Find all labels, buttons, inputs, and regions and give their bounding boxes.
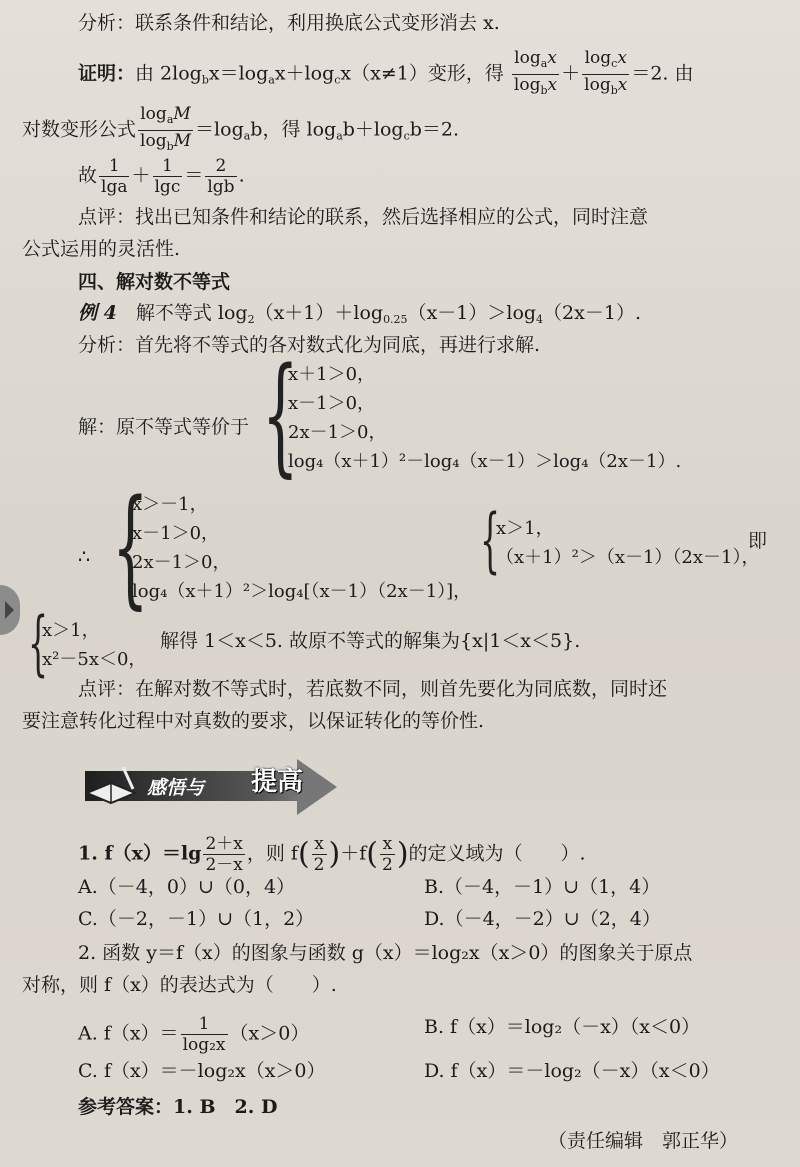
q1-option-d: D.（－4，－2）∪（2，4）: [424, 908, 661, 930]
frac-sub: c: [611, 57, 618, 70]
fraction: [582, 48, 629, 101]
fraction: [203, 834, 244, 875]
q2-option-a: [78, 1014, 309, 1055]
frac-num: 1: [99, 156, 129, 177]
frac-den: lgb: [207, 177, 235, 197]
analysis-2: 分析：首先将不等式的各对数式化为同底，再进行求解.: [78, 334, 541, 356]
section-banner: [75, 757, 345, 815]
frac-var: M: [173, 131, 192, 151]
system-2: [132, 490, 471, 606]
proof2-sub-a2: a: [336, 129, 343, 143]
proof2-text-a: 对数变形公式: [22, 118, 137, 141]
comment-2b: 要注意转化过程中对真数的要求，以保证转化的等价性.: [22, 710, 485, 732]
fraction: [312, 834, 327, 875]
sys1-line: 2x－1＞0，: [288, 422, 387, 443]
proof2-text-d: b＋log: [342, 118, 404, 141]
sys2-line: x＞－1，: [132, 494, 208, 515]
sys2-line: x－1＞0，: [132, 523, 220, 544]
book-pen-icon: [83, 763, 143, 809]
frac-den: 2: [313, 855, 325, 875]
frac-text: log: [140, 131, 167, 151]
optA-text: （x＞0）: [229, 1022, 310, 1045]
frac-var: M: [173, 104, 191, 124]
q2-option-c: C. f（x）＝－log₂x（x＞0）: [78, 1060, 326, 1082]
frac-var: x: [547, 75, 558, 95]
q1-text-d: 的定义域为（ ）.: [408, 842, 586, 865]
paren: ): [396, 836, 409, 872]
frac-text: log: [584, 48, 612, 68]
proof-line-3: [78, 156, 245, 197]
sys3-line: （x＋1）²＞（x－1）（2x－1），: [496, 547, 760, 568]
paren: (: [366, 836, 378, 872]
system-4: [42, 616, 146, 674]
frac-den: lgc: [154, 177, 181, 197]
sys3-line: x＞1，: [496, 518, 554, 539]
therefore: ∴: [78, 546, 91, 568]
comment-1a: 点评：找出已知条件和结论的联系，然后选择相应的公式，同时注意: [78, 206, 649, 228]
example-4: [78, 300, 641, 333]
brace-1: {: [262, 341, 299, 490]
proof-line-1: [78, 48, 694, 101]
sys1-line: x＋1＞0，: [288, 364, 376, 385]
proof-label: 证明：: [78, 62, 136, 85]
ex-sub: 0.25: [383, 313, 408, 326]
proof-line-2: [22, 104, 459, 157]
sys1-line: log₄（x＋1）²－log₄（x－1）＞log₄（2x－1）.: [288, 451, 682, 472]
q1-text-b: ，则 f: [246, 842, 298, 865]
sys2-line: log₄（x＋1）²＞log₄[（x－1）（2x－1）]，: [132, 581, 472, 602]
frac-num: x: [312, 834, 327, 855]
proof-text-b: x＝log: [208, 62, 269, 85]
frac-sub: b: [610, 84, 618, 97]
proof2-text-c: b，得 log: [250, 118, 337, 141]
solution-label: 解：原不等式等价于: [78, 416, 250, 438]
brace-2: {: [112, 473, 149, 622]
frac-text: log: [140, 104, 167, 124]
q1-option-b: B.（－4，－1）∪（1，4）: [424, 876, 661, 898]
sys4-line: x＞1，: [42, 620, 100, 641]
proof-sub-a: a: [268, 73, 275, 87]
frac-num: 2＋x: [205, 834, 243, 854]
frac-den: log₂x: [182, 1035, 226, 1055]
answers: 参考答案：1. B 2. D: [78, 1096, 278, 1118]
proof2-text-e: b＝2.: [409, 118, 460, 141]
optA-text: A. f（x）＝: [78, 1022, 179, 1045]
proof-text-a: 由 2log: [135, 62, 202, 85]
q2-option-d: D. f（x）＝－log₂（－x）（x＜0）: [424, 1060, 720, 1082]
brace-4: {: [28, 602, 49, 684]
ex-text: （x－1）＞log: [407, 302, 537, 324]
frac-var: x: [617, 75, 628, 95]
side-tab-arrow-icon: [0, 585, 20, 635]
brace-3: {: [480, 499, 501, 581]
frac-text: log: [584, 75, 611, 95]
q1-text-c: ＋f: [340, 842, 367, 865]
frac-text: log: [514, 48, 541, 68]
example-label: 例 4: [78, 302, 117, 324]
fraction: [138, 104, 193, 157]
sys2-line: 2x－1＞0，: [132, 552, 231, 573]
comment-1b: 公式运用的灵活性.: [22, 238, 181, 260]
q1-option-a: A.（－4，0）∪（0，4）: [78, 876, 296, 898]
ji-text: 即: [748, 530, 768, 552]
fraction: [205, 156, 236, 197]
frac-sub: a: [166, 113, 174, 126]
proof-text-c: x＋log: [274, 62, 335, 85]
comment-2a: 点评：在解对数不等式时，若底数不同，则首先要化为同底数，同时还: [78, 678, 668, 700]
sys1-line: x－1＞0，: [288, 393, 376, 414]
question-2b: 对称，则 f（x）的表达式为（ ）.: [22, 974, 337, 996]
period: .: [238, 164, 245, 187]
frac-sub: a: [540, 57, 548, 70]
frac-sub: b: [540, 84, 548, 97]
frac-text: log: [513, 75, 541, 95]
ex-sub: 4: [536, 313, 544, 326]
system-3: [496, 514, 759, 572]
frac-num: 1: [153, 156, 183, 177]
fraction: [153, 156, 183, 197]
fraction: [380, 834, 395, 875]
ex-text: （x＋1）＋log: [254, 302, 384, 324]
proof-sub-c: c: [334, 73, 341, 87]
proof-eq: ＝2. 由: [631, 62, 694, 85]
question-2a: 2. 函数 y＝f（x）的图象与函数 g（x）＝log₂x（x＞0）的图象关于原点: [78, 942, 693, 964]
sys4-line: x²－5x＜0，: [42, 649, 147, 670]
frac-num: 1: [181, 1014, 228, 1035]
frac-den: lga: [101, 177, 128, 197]
frac-sub: b: [166, 140, 174, 153]
proof2-sub-a: a: [243, 129, 251, 143]
plus-sign: ＋: [561, 62, 581, 85]
banner-title-1: 感悟与: [147, 777, 205, 799]
q1-option-c: C.（－2，－1）∪（1，2）: [78, 908, 315, 930]
frac-den: 2: [381, 855, 393, 875]
q1-text-a: 1. f（x）＝lg: [78, 842, 202, 865]
ex-sub: 2: [247, 313, 255, 326]
editor-credit: （责任编辑 郭正华）: [548, 1130, 739, 1152]
analysis-1: 分析：联系条件和结论，利用换底公式变形消去 x.: [78, 12, 500, 34]
proof2-sub-c: c: [403, 129, 410, 143]
frac-num: x: [380, 834, 395, 855]
frac-den: 2－x: [205, 855, 243, 875]
proof2-text-b: ＝log: [195, 118, 244, 141]
proof-sub-b: b: [201, 73, 209, 87]
ex-text: 解不等式 log: [135, 302, 248, 324]
fraction: [181, 1014, 228, 1055]
paren: ): [328, 836, 341, 872]
frac-num: 2: [205, 156, 236, 177]
q2-option-b: B. f（x）＝log₂（－x）（x＜0）: [424, 1016, 701, 1038]
frac-var: x: [547, 48, 557, 68]
eq-sign: ＝: [184, 164, 204, 187]
proof-text-d: x（x≠1）变形，得: [340, 62, 504, 85]
fraction: [99, 156, 129, 197]
question-1: [78, 834, 586, 875]
gu-text: 故: [78, 164, 98, 187]
ex-text: （2x－1）.: [543, 302, 641, 324]
section-heading: 四、解对数不等式: [78, 271, 231, 293]
system-1: [288, 360, 681, 476]
plus-sign: ＋: [131, 164, 151, 187]
paren: (: [297, 836, 310, 872]
banner-title-2: 提高: [251, 767, 304, 797]
fraction: [512, 48, 559, 101]
conclusion: 解得 1＜x＜5. 故原不等式的解集为{x|1＜x＜5}.: [160, 630, 581, 652]
frac-var: x: [617, 48, 627, 68]
